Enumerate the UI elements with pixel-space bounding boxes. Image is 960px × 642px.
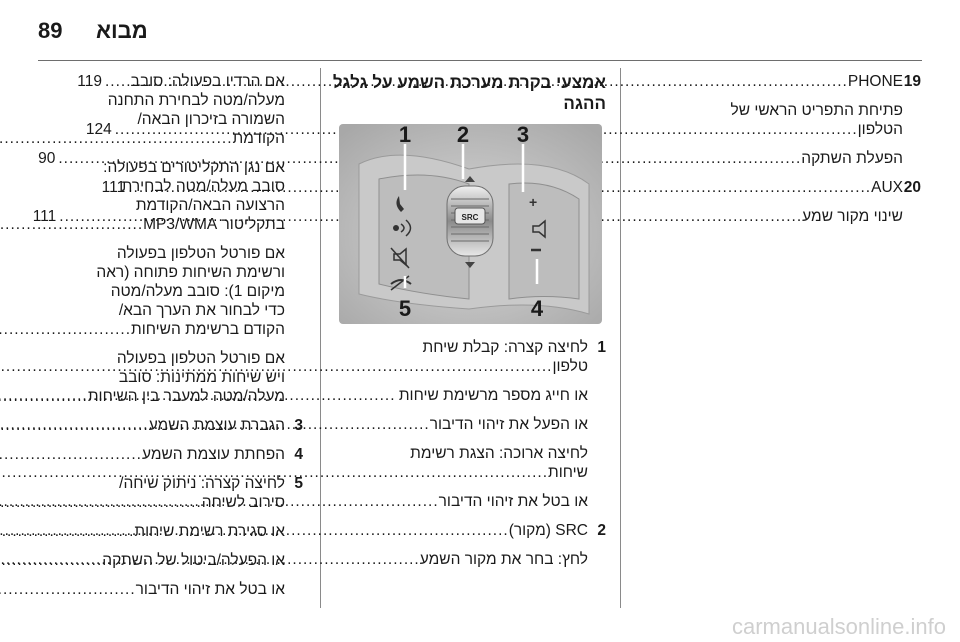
entry-text: שינוי מקור שמע bbox=[802, 208, 903, 225]
steering-wheel-controls-figure bbox=[339, 124, 602, 324]
index-entry bbox=[38, 416, 303, 435]
entry-body bbox=[0, 474, 285, 512]
index-entry bbox=[331, 444, 606, 482]
page-reference[interactable]: 111 bbox=[101, 179, 126, 196]
page-reference[interactable]: 90 bbox=[38, 150, 56, 167]
entry-line-with-page bbox=[0, 416, 285, 435]
entry-text: או הפעלה/ביטול של השתקה bbox=[102, 552, 285, 569]
svg-text:+: + bbox=[529, 194, 538, 210]
index-entry bbox=[38, 522, 303, 541]
entry-text: הפחתת עוצמת השמע bbox=[141, 446, 285, 463]
entry-text: ויש שיחות ממתינות: סובב bbox=[118, 369, 285, 386]
entry-number: 2 bbox=[597, 522, 606, 539]
entry-body bbox=[0, 158, 285, 234]
callout-4: 4 bbox=[530, 296, 544, 321]
entry-text: הקודם ברשימת השיחות bbox=[131, 321, 285, 338]
index-entry bbox=[331, 521, 606, 540]
entry-text: השמורה בזיכרון הבאה/ bbox=[137, 111, 285, 128]
entry-text: PHONE bbox=[847, 73, 903, 90]
entry-text: או סגירת רשימת שיחות bbox=[134, 523, 285, 540]
entry-text: לחיצה קצרה: קבלת שיחת bbox=[422, 339, 588, 356]
entry-text: סירוב לשיחה bbox=[201, 494, 285, 511]
entry-number: 19 bbox=[903, 73, 921, 90]
section-title: אמצעי בקרת מערכת השמע על גלגל ההגה bbox=[332, 73, 606, 113]
volume-up-icon bbox=[529, 194, 537, 210]
entry-text: טלפון bbox=[552, 358, 588, 375]
entry-text: לחיצה קצרה: ניתוק שיחה/ bbox=[119, 475, 285, 492]
entry-text: SRC (מקור) bbox=[508, 522, 588, 539]
entry-body bbox=[0, 416, 285, 435]
entry-text: מעלה/מטה למעבר בין השיחות bbox=[87, 388, 285, 405]
entry-line-with-page bbox=[0, 551, 285, 570]
entry-text: אם פורטל הטלפון בפעולה bbox=[116, 350, 285, 367]
left-column bbox=[38, 72, 303, 609]
entry-text: הטלפון bbox=[857, 121, 903, 138]
entry-text: סובב מעלה/מטה לבחירת bbox=[121, 178, 285, 195]
callout-5: 5 bbox=[398, 296, 412, 321]
entry-text: לחץ: בחר את מקור השמע bbox=[419, 551, 588, 568]
index-entry bbox=[331, 386, 606, 405]
callout-1: 1 bbox=[398, 124, 412, 147]
entry-line-with-page bbox=[0, 387, 285, 406]
entry-body bbox=[0, 551, 285, 570]
page-header bbox=[0, 0, 960, 62]
entry-text: אם נגן התקליטורים בפעולה: bbox=[103, 159, 285, 176]
index-entry bbox=[331, 550, 606, 569]
entry-text: שיחות bbox=[548, 464, 588, 481]
index-entry bbox=[331, 415, 606, 434]
entry-text: הפעלת השתקה bbox=[801, 150, 903, 167]
callout-2: 2 bbox=[456, 124, 470, 147]
entry-text: מעלה/מטה לבחירת התחנה bbox=[107, 92, 285, 109]
dot-leader bbox=[0, 580, 136, 599]
index-entry bbox=[38, 244, 303, 339]
entry-body bbox=[0, 349, 285, 406]
entry-body bbox=[0, 522, 285, 541]
entry-number: 3 bbox=[294, 417, 303, 434]
entry-text: או חייג מספר מרשימת שיחות . bbox=[390, 387, 588, 404]
entry-line-with-page bbox=[0, 445, 285, 464]
entry-line-with-page bbox=[0, 215, 285, 234]
entry-text: אם פורטל הטלפון בפעולה bbox=[116, 245, 285, 262]
entry-text: הקודמת bbox=[232, 130, 285, 147]
index-entry bbox=[331, 338, 606, 376]
entry-body bbox=[0, 244, 285, 339]
index-entry bbox=[38, 580, 303, 599]
entry-number: 1 bbox=[597, 339, 606, 356]
entry-text: לחיצה ארוכה: הצגת רשימת bbox=[410, 445, 588, 462]
dot-leader bbox=[0, 551, 102, 570]
entry-line-with-page bbox=[0, 522, 285, 541]
entry-number: 5 bbox=[294, 475, 303, 492]
header-divider bbox=[38, 60, 922, 61]
page-reference[interactable]: 124 bbox=[85, 121, 112, 138]
entry-text: ורשימת השיחות פתוחה (ראה bbox=[96, 264, 285, 281]
dot-leader bbox=[0, 445, 142, 464]
src-button-label: SRC bbox=[461, 213, 479, 222]
page-reference[interactable]: 111 bbox=[32, 208, 57, 225]
entry-text: או הפעל את זיהוי הדיבור bbox=[429, 416, 588, 433]
entry-line-with-page bbox=[0, 129, 285, 148]
dot-leader bbox=[0, 493, 202, 512]
page-reference[interactable]: 119 bbox=[77, 73, 102, 90]
entry-number: 4 bbox=[294, 446, 303, 463]
entry-text: כדי לבחור את הערך הבא/ bbox=[118, 302, 285, 319]
entry-text: הגברת עוצמת השמע bbox=[148, 417, 285, 434]
index-entry bbox=[38, 349, 303, 406]
index-entry bbox=[38, 474, 303, 512]
entry-line-with-page bbox=[0, 493, 285, 512]
entry-text: או בטל את זיהוי הדיבור bbox=[135, 581, 285, 598]
middle-column-entries bbox=[331, 338, 606, 569]
entry-text: פתיחת התפריט הראשי של bbox=[730, 102, 903, 119]
entry-text: מיקום 1): סובב מעלה/מטה bbox=[110, 283, 285, 300]
page-title: מבוא bbox=[96, 18, 148, 43]
dot-leader bbox=[0, 320, 131, 339]
index-entry bbox=[38, 445, 303, 464]
entry-body bbox=[0, 72, 285, 148]
entry-text: בתקליטור MP3/WMA bbox=[143, 216, 285, 233]
entry-text: AUX bbox=[871, 179, 903, 196]
entry-line-with-page bbox=[0, 580, 285, 599]
dot-leader bbox=[0, 129, 233, 148]
entry-text: אם הרדיו בפעולה: סובב bbox=[130, 73, 285, 90]
entry-text: או בטל את זיהוי הדיבור bbox=[438, 493, 588, 510]
callout-3: 3 bbox=[516, 124, 530, 147]
index-entry bbox=[331, 492, 606, 511]
dot-leader bbox=[0, 416, 149, 435]
entry-number: 20 bbox=[903, 179, 921, 196]
dot-leader bbox=[0, 387, 88, 406]
index-entry bbox=[38, 158, 303, 234]
watermark: carmanualsonline.info bbox=[731, 614, 946, 639]
middle-column bbox=[331, 72, 606, 579]
entry-body bbox=[0, 445, 285, 464]
index-entry bbox=[38, 551, 303, 570]
page-number: 89 bbox=[38, 18, 63, 43]
entry-line-with-page bbox=[0, 320, 285, 339]
index-entry bbox=[38, 72, 303, 148]
entry-body bbox=[0, 580, 285, 599]
entry-text: הרצועה הבאה/הקודמת bbox=[135, 197, 285, 214]
dot-leader bbox=[0, 522, 134, 541]
steering-wheel-illustration bbox=[339, 124, 602, 324]
dot-leader bbox=[0, 215, 143, 234]
